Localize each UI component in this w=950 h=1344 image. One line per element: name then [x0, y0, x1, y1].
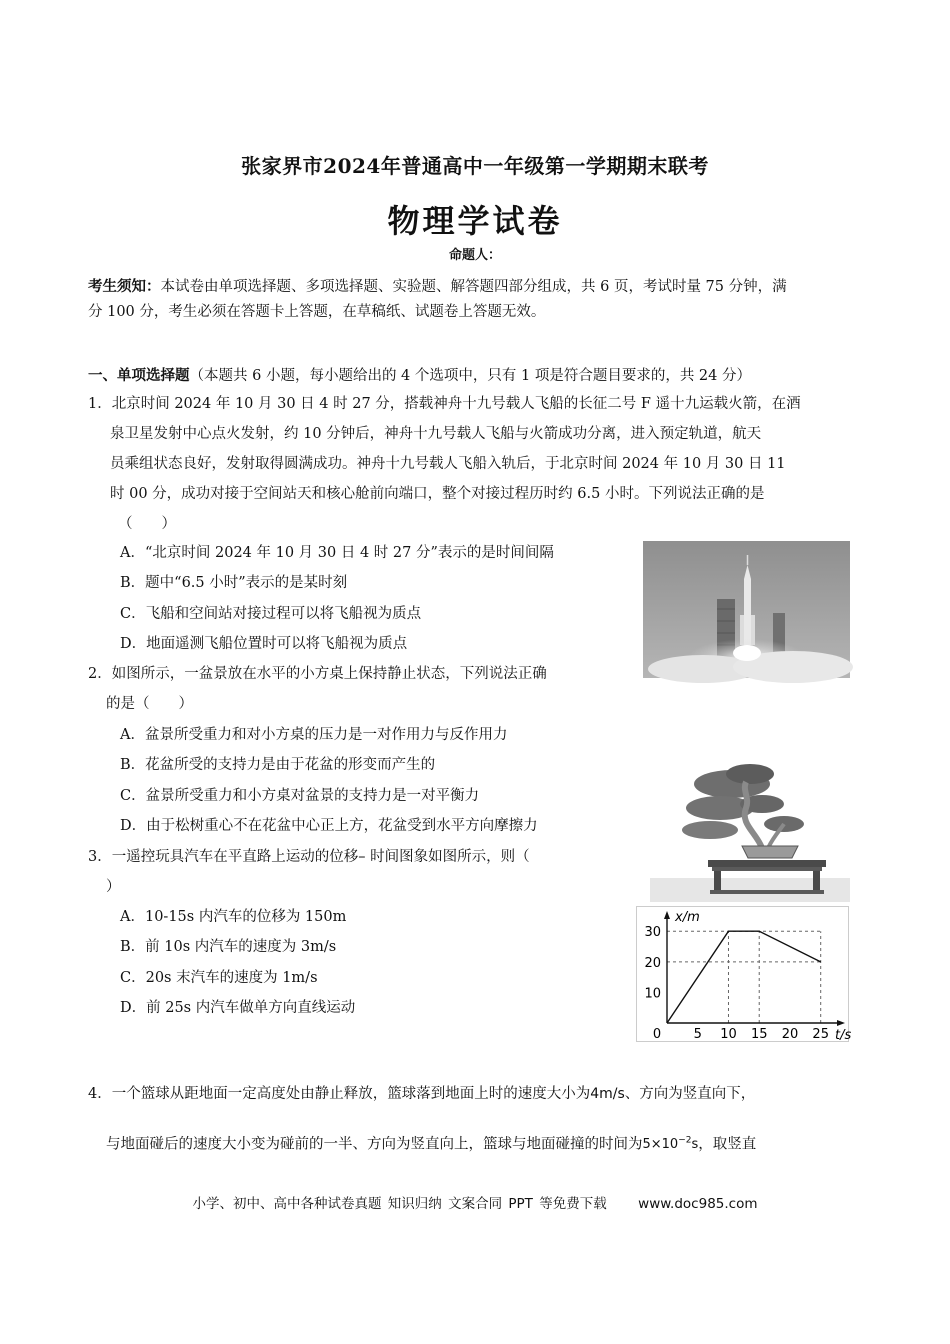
q4-speed: 4m/s: [590, 1086, 625, 1102]
q4-text-1b: 、方向为竖直向下，: [624, 1086, 756, 1102]
q4-line-1: [88, 1084, 755, 1104]
x-tick-label: 25: [812, 1027, 829, 1042]
author-label: 命题人：: [448, 248, 501, 263]
q4-time: [643, 1137, 699, 1152]
q2-option-a: A．盆景所受重力和对小方桌的压力是一对作用力与反作用力: [120, 727, 508, 743]
q4-time-exp: −2: [678, 1136, 692, 1146]
q1-option-d: D．地面遥测飞船位置时可以将飞船视为质点: [120, 636, 408, 652]
rocket-launch-photo: [643, 541, 850, 678]
y-axis-label: x/m: [675, 910, 700, 925]
q2-option-b: B．花盆所受的支持力是由于花盆的形变而产生的: [120, 757, 436, 773]
subject-title: 物理学试卷: [387, 202, 563, 240]
q1-line: 1．北京时间 2024 年 10 月 30 日 4 时 27 分，搭载神舟十九号载人飞船的长征二号 F 遥十九运载火箭，在酒: [88, 396, 801, 412]
y-tick-label: 10: [644, 986, 661, 1002]
q2-line: 2．如图所示，一盆景放在水平的小方桌上保持静止状态，下列说法正确: [88, 666, 547, 682]
q3-line: 3．一遥控玩具汽车在平直路上运动的位移– 时间图象如图所示，则（: [88, 849, 530, 865]
q4-text-2b: ，取竖直: [698, 1136, 757, 1153]
section-heading: [88, 366, 751, 386]
x-tick-label: 20: [781, 1027, 799, 1042]
x-axis-arrow: [837, 1020, 845, 1026]
notice-line-2: 分 100 分，考生必须在答题卡上答题，在草稿纸、试题卷上答题无效。: [88, 304, 546, 320]
section-title: 一、单项选择题: [88, 367, 190, 384]
q2-option-d: D．由于松树重心不在花盆中心正上方，花盆受到水平方向摩擦力: [120, 818, 538, 834]
x-tick-label: 10: [720, 1027, 737, 1042]
y-tick-label: 20: [644, 955, 661, 971]
q4-time-unit: s: [691, 1137, 699, 1153]
q1-answer-bracket: （ ）: [118, 516, 176, 532]
q2-option-c: C．盆景所受重力和小方桌对盆景的支持力是一对平衡力: [120, 788, 480, 804]
q1-option-a: A．“北京时间 2024 年 10 月 30 日 4 时 27 分”表示的是时间间隔: [120, 545, 554, 561]
x-tick-label: 5: [693, 1027, 702, 1042]
q1-line: 泉卫星发射中心点火发射，约 10 分钟后，神舟十九号载人飞船与火箭成功分离，进入预定轨道，航天: [110, 426, 762, 442]
q4-time-base: 5×10: [642, 1137, 679, 1153]
q1-line: 时 00 分，成功对接于空间站天和核心舱前向端口，整个对接过程历时约 6.5 小时。下列说法正确的是: [110, 486, 765, 502]
y-tick-label: 30: [644, 925, 661, 941]
q1-option-b: B．题中“6.5 小时”表示的是某时刻: [120, 575, 348, 591]
q4-text-1a: 4．一个篮球从距地面一定高度处由静止释放，篮球落到地面上时的速度大小为: [88, 1086, 591, 1102]
x-tick-label: 0: [652, 1027, 662, 1042]
x-tick-label: 15: [750, 1027, 768, 1042]
q2-line: 的是（ ）: [106, 696, 193, 712]
bonsai-photo: [650, 760, 850, 902]
q3-line: ）: [106, 879, 121, 895]
xt-chart-svg: [637, 907, 852, 1043]
q1-line: 员乘组状态良好，发射取得圆满成功。神舟十九号载人飞船入轨后，于北京时间 2024 年 10 月 30 日 11: [110, 456, 786, 472]
exam-title: 张家界市2024年普通高中一年级第一学期期末联考: [241, 154, 709, 178]
q4-text-2a: 与地面碰后的速度大小变为碰前的一半、方向为竖直向上，篮球与地面碰撞的时间为: [106, 1136, 643, 1153]
q3-option-a: A．10-15s 内汽车的位移为 150m: [120, 909, 347, 925]
series-line: [667, 931, 821, 1023]
notice-text-1: 本试卷由单项选择题、多项选择题、实验题、解答题四部分组成，共 6 页，考试时量 75 分钟，满: [160, 279, 787, 295]
q3-option-c: C．20s 末汽车的速度为 1m/s: [120, 970, 318, 986]
q4-line-2: [106, 1131, 756, 1155]
y-axis-arrow: [664, 911, 670, 919]
x-axis-label: t/s: [835, 1028, 852, 1043]
q1-option-c: C．飞船和空间站对接过程可以将飞船视为质点: [120, 606, 422, 622]
section-desc: （本题共 6 小题，每小题给出的 4 个选项中，只有 1 项是符合题目要求的，共 24 分）: [189, 368, 751, 384]
xt-graph: [636, 906, 852, 1043]
footer-text: 小学、初中、高中各种试卷真题 知识归纳 文案合同 PPT 等免费下载: [192, 1196, 607, 1212]
footer-site: www.doc985.com: [638, 1196, 758, 1212]
q3-option-d: D．前 25s 内汽车做单方向直线运动: [120, 1000, 356, 1016]
footer: [0, 1192, 950, 1212]
notice-line-1: [88, 277, 787, 297]
notice-label: 考生须知：: [88, 278, 161, 295]
q3-option-b: B．前 10s 内汽车的速度为 3m/s: [120, 939, 337, 955]
